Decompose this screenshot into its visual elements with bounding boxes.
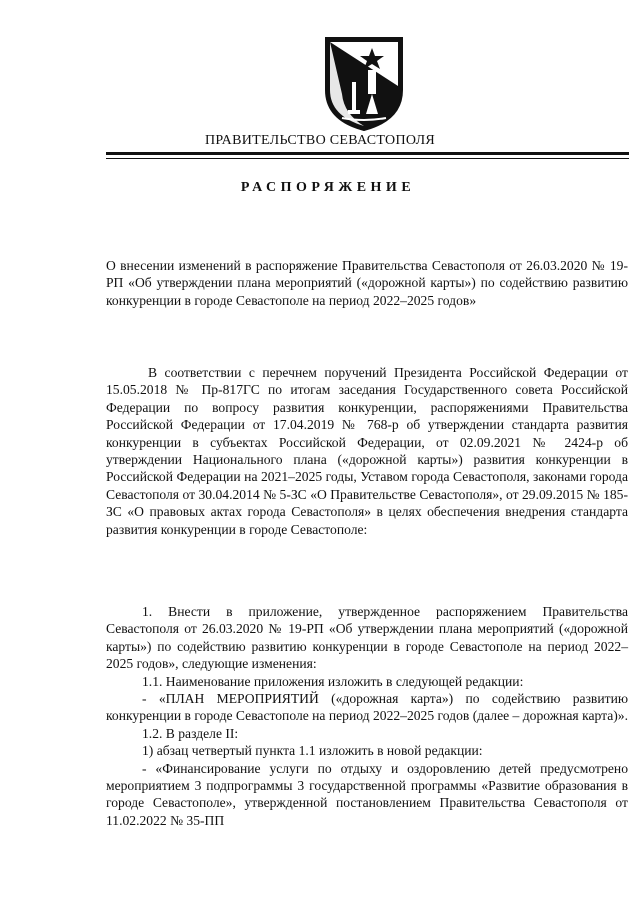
item-1-2-1-text: - «Финансирование услуги по отдыху и оздоровлению детей предусмотрено мероприятием 3 подпрограммы 3 государственной программы «Развитие образования в городе Севастополе», утвержденной постановлением Правительства Севастополя от 11.02.2022 № 35-ПП	[106, 760, 628, 828]
government-title: ПРАВИТЕЛЬСТВО СЕВАСТОПОЛЯ	[204, 133, 436, 148]
item-1-2: 1.2. В разделе II:	[142, 725, 239, 741]
preamble-text: В соответствии с перечнем поручений Президента Российской Федерации от 15.05.2018 № Пр-817ГС по итогам заседания Государственного совета Российской Федерации по вопросу развития конкуренции, распоряжениями Правительства Российской Федерации от 17.04.2019 № 768-р об утверждении стандарта развития конкуренции в субъектах Российской Федерации, от 02.09.2021 № 2424-р об утверждении Национального плана («дорожной карты») развития конкуренции в Российской Федерации на 2021–2025 годы, Уставом города Севастополя, законами города Севастополя от 30.04.2014 № 5-ЗС «О Правительстве Севастополя», от 29.09.2015 № 185-ЗС «О правовых актах города Севастополя» в целях обеспечения внедрения стандарта развития конкуренции в городе Севастополе:	[106, 365, 628, 537]
document-type: РАСПОРЯЖЕНИЕ	[240, 180, 416, 195]
item-1-1: 1.1. Наименование приложения изложить в следующей редакции:	[142, 673, 524, 689]
header-rule-thin	[106, 158, 629, 159]
preamble	[106, 364, 628, 538]
item-1: 1. Внести в приложение, утвержденное распоряжением Правительства Севастополя от 26.03.2020 № 19-РП «Об утверждении плана мероприятий («дорожной карты») по содействию развитию конкуренции в городе Севастополе на период 2022–2025 годов», следующие изменения:	[106, 604, 628, 672]
resolution-items	[106, 603, 628, 829]
header-rule-thick	[106, 152, 629, 155]
subject-text: О внесении изменений в распоряжение Правительства Севастополя от 26.03.2020 № 19-РП «Об утверждении плана мероприятий («дорожной карты») по содействию развитию конкуренции в городе Севастополе на период 2022–2025 годов»	[106, 258, 628, 308]
document-subject	[106, 257, 628, 309]
coat-of-arms-icon	[322, 34, 406, 132]
item-1-1-text: - «ПЛАН МЕРОПРИЯТИЙ («дорожная карта») по содействию развитию конкуренции в городе Севастополе на период 2022–2025 годов (далее – дорожная карта)».	[106, 691, 628, 724]
item-1-2-1: 1) абзац четвертый пункта 1.1 изложить в новой редакции:	[142, 743, 483, 759]
